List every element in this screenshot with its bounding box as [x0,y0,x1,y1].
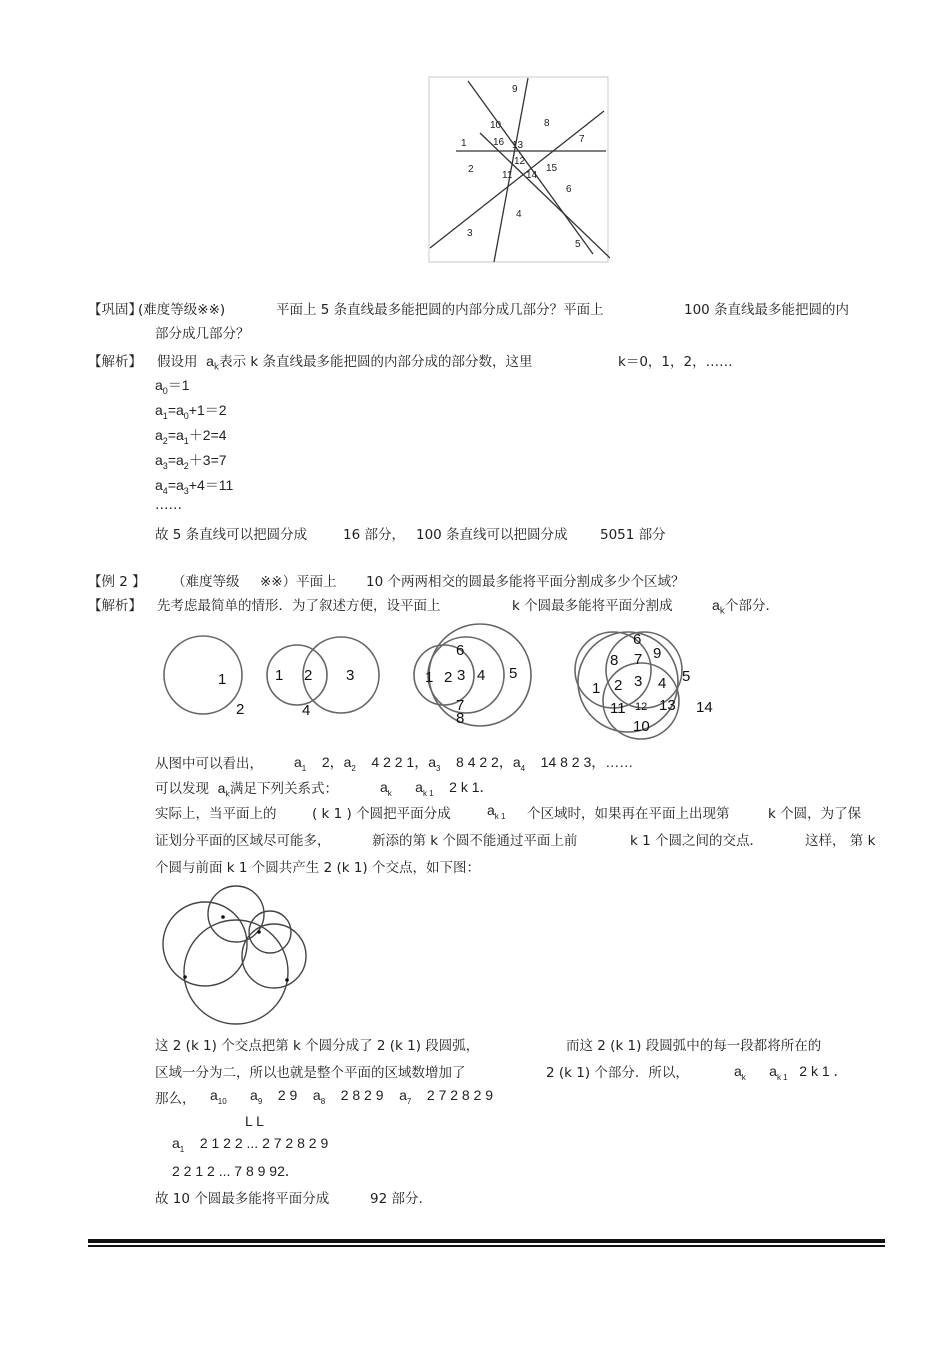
ex2-ll: L L [245,1113,264,1129]
ex2-para5-formula: $a_k$ $a_{k 1}$ 2 k 1 ． [734,1063,848,1082]
region-label: 3 [346,667,355,684]
region-label: 6 [566,184,572,195]
intersection-point [183,975,187,979]
ex1-question-2: 部分成几部分？ [155,326,250,342]
intersect-figure [160,882,312,1026]
region-label: 13 [659,697,676,714]
ex2-para2-b: 新添的第 k 个圆不能通过平面上前 [372,833,578,849]
circle [303,637,379,713]
ex2-sum2: 2 2 1 2 ... 7 8 9 92． [172,1163,299,1179]
ex1-eq-0: $a_0=1$ [155,377,190,396]
circle [164,636,242,714]
ex2-relation-formula: $a_k$ $a_{k 1}$ 2 k 1． [380,779,494,798]
region-label: 9 [653,645,662,662]
ex2-difficulty: （难度等级 [172,574,240,590]
region-label: 2 [444,669,453,686]
ex2-sum1: $a_1$ 2 1 2 2 ... 2 7 2 8 2 9 [172,1135,329,1154]
ex2-then-formula: $a_{10}$ $a_9$ 2 9 $a_8$ 2 8 2 9 $a_7$ 2 7 2 8 2 9 [210,1087,494,1106]
lines-figure [428,76,610,264]
ex1-conclusion-b: 16 部分， [343,527,405,543]
region-label: 6 [633,631,642,648]
region-label: 4 [516,209,522,220]
region-label: 4 [658,675,667,692]
region-label: 1 [218,671,227,688]
region-label: 4 [302,702,311,719]
region-label: 5 [509,665,518,682]
ex1-tag: 【巩固】 [88,302,142,318]
ex2-para1-c: $a_{k 1}$ [487,802,506,821]
region-label: 6 [456,642,465,659]
region-label: 2 [236,701,245,718]
ex1-dots: …… [155,497,182,513]
ex1-difficulty: (难度等级※※) [138,302,226,318]
ex2-para3: 个圆与前面 k 1 个圆共产生 2 (k 1) 个交点，如下图： [155,860,480,876]
ex2-difficulty-2: ※※）平面上 [260,574,337,590]
region-label: 3 [457,667,466,684]
ex2-para5-b: 2 (k 1) 个部分．所以， [546,1065,689,1081]
region-label: 12 [514,156,526,167]
region-label: 1 [275,667,284,684]
ex2-para2-a: 证划分平面的区域尽可能多， [155,833,331,849]
ex2-question: 10 个两两相交的圆最多能将平面分割成多少个区域？ [366,574,685,590]
ex2-then-a: 那么， [155,1091,196,1107]
ex2-para2-c: k 1 个圆之间的交点． [630,833,763,849]
ex2-solution-line-b: k 个圆最多能将平面分割成 [512,598,673,614]
region-label: 1 [425,669,434,686]
circle [163,902,247,986]
region-label: 5 [575,239,581,250]
region-label: 10 [490,120,502,131]
ex1-eq-2: $a_2=a_1+2=4$ [155,427,227,446]
ex1-eq-1: $a_1=a_0+1=2$ [155,402,227,421]
footer-rule-thin [88,1245,885,1247]
footer-rule [88,1239,885,1243]
figure-line [468,81,593,254]
ex2-para1-b: ( k 1 ) 个圆把平面分成 [312,806,451,822]
region-label: 2 [468,164,474,175]
ex2-para5-a: 区域一分为二，所以也就是整个平面的区域数增加了 [155,1065,466,1081]
ex2-tag: 【例 2 】 [88,574,146,590]
region-label: 2 [304,667,313,684]
intersection-point [285,978,289,982]
circles-figure [150,618,730,743]
ex2-relation: 可以发现 $a_k$满足下列关系式： [155,780,339,799]
region-label: 10 [633,718,650,735]
region-label: 11 [502,170,513,181]
region-label: 4 [477,667,486,684]
region-label: 1 [461,138,467,149]
region-label: 7 [579,134,585,145]
ex1-conclusion-d: 5051 部分 [600,527,666,543]
ex2-para1-e: k 个圆，为了保 [768,806,862,822]
ex2-final-b: 92 部分. [370,1191,423,1207]
ex2-solution-line: 先考虑最简单的情形．为了叙述方便，设平面上 [157,598,441,614]
ex2-observe-values: $a_1$ 2，$a_2$ 4 2 2 1，$a_3$ 8 4 2 2，$a_4$ 14 8 2 3，…… [294,754,634,773]
region-label: 1 [592,680,601,697]
circle [208,886,264,942]
region-label: 16 [493,137,505,148]
region-label: 12 [635,701,648,713]
region-label: 14 [526,170,538,181]
region-label: 8 [610,652,619,669]
ex1-eq-3: $a_3=a_2+3=7$ [155,452,227,471]
ex2-solution-line-c: $a_k$个部分． [712,597,780,617]
ex2-para4-a: 这 2 (k 1) 个交点把第 k 个圆分成了 2 (k 1) 段圆弧， [155,1038,480,1054]
region-label: 5 [682,668,691,685]
region-label: 8 [456,710,465,727]
figure-line [480,133,610,258]
region-label: 15 [546,163,558,174]
ex1-conclusion-a: 故 5 条直线可以把圆分成 [155,527,308,543]
ex1-question-1: 平面上 5 条直线最多能把圆的内部分成几部分？平面上 [276,302,604,318]
region-label: 9 [512,84,518,95]
region-label: 8 [544,118,550,129]
ex2-observe: 从图中可以看出， [155,756,263,772]
region-label: 13 [512,140,524,151]
circle [242,924,306,988]
ex2-para1-d: 个区域时，如果再在平面上出现第 [527,806,730,822]
region-label: 3 [467,228,473,239]
ex2-para2-d: 这样， 第 k [805,833,876,849]
region-label: 14 [696,699,713,716]
region-label: 7 [456,697,465,714]
ex1-question-1b: 100 条直线最多能把圆的内 [684,302,850,318]
ex1-solution-line: 假设用 $a_k$表示 k 条直线最多能把圆的内部分成的部分数，这里 [157,353,533,373]
ex2-final-a: 故 10 个圆最多能将平面分成 [155,1191,330,1207]
intersection-point [257,930,261,934]
ex2-solution-tag: 【解析】 [88,598,142,614]
intersection-point [221,915,225,919]
ex1-conclusion-c: 100 条直线可以把圆分成 [416,527,568,543]
circle [428,637,504,713]
region-label: 2 [614,677,623,694]
ex1-eq-4: $a_4=a_3+4=11$ [155,477,234,496]
ex2-para4-b: 而这 2 (k 1) 段圆弧中的每一段都将所在的 [566,1038,822,1054]
ex1-solution-k-range: k＝0，1，2，…… [618,354,733,370]
region-label: 7 [634,651,643,668]
region-label: 11 [610,700,626,717]
ex1-solution-tag: 【解析】 [88,354,142,370]
ex2-para1-a: 实际上，当平面上的 [155,806,277,822]
region-label: 3 [634,673,643,690]
